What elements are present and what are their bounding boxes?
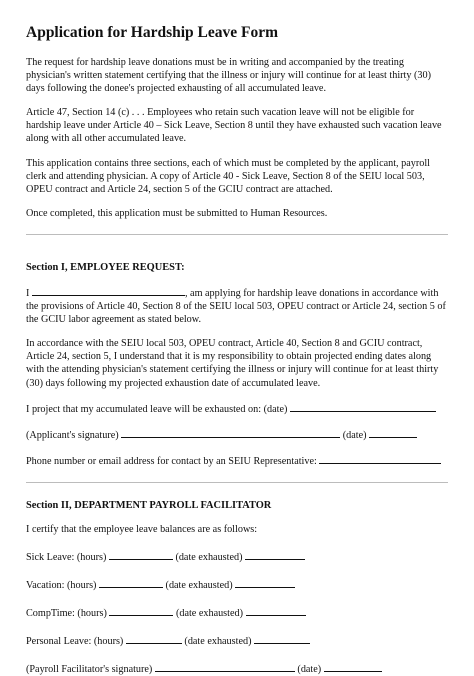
vacation-exhausted-label: (date exhausted) bbox=[165, 579, 233, 591]
payroll-date-field[interactable] bbox=[324, 661, 382, 672]
comptime-hours-field[interactable] bbox=[109, 605, 173, 616]
comptime-row bbox=[26, 605, 448, 620]
intro-paragraph-4: Once completed, this application must be submitted to Human Resources. bbox=[26, 207, 328, 219]
sick-leave-exhausted-label: (date exhausted) bbox=[175, 551, 243, 563]
personal-leave-label: Personal Leave: (hours) bbox=[26, 635, 124, 647]
payroll-signature-label: (Payroll Facilitator's signature) bbox=[26, 663, 153, 675]
request-text: , am applying for hardship leave donations in accordance with the provisions of Article 40, Section 8 of the SEIU local 503, OPEU contract or Article 24, section 5 of the GCIU labor agreement as stated below. bbox=[26, 287, 446, 326]
personal-leave-date-field[interactable] bbox=[254, 633, 310, 644]
section2-heading: Section II, DEPARTMENT PAYROLL FACILITATOR bbox=[26, 499, 272, 511]
personal-leave-hours-field[interactable] bbox=[126, 633, 182, 644]
vacation-hours-field[interactable] bbox=[99, 577, 163, 588]
contact-field[interactable] bbox=[319, 453, 441, 464]
payroll-signature-line bbox=[26, 661, 448, 676]
request-prefix: I bbox=[26, 287, 30, 299]
comptime-label: CompTime: (hours) bbox=[26, 607, 107, 619]
vacation-label: Vacation: (hours) bbox=[26, 579, 97, 591]
request-paragraph bbox=[26, 285, 448, 326]
accordance-paragraph: In accordance with the SEIU local 503, OPEU contract, Article 40, Section 8 and GCIU contract, Article 24, section 5, I understand that it is my responsibility to obtain projected ending dates along with the attending physician's statement certifying the illness or injury will continue for at least thirty (30) days following my projected exhaustion date of accumulated leave. bbox=[26, 338, 439, 389]
intro-paragraph-1: The request for hardship leave donations must be in writing and accompanied by the treating physician's written statement certifying that the illness or injury will continue for at least thirty (30) days following the donee's projected exhausting of all accumulated leave. bbox=[26, 57, 431, 95]
applicant-signature-line bbox=[26, 427, 448, 442]
payroll-date-label: (date) bbox=[297, 663, 322, 675]
payroll-signature-field[interactable] bbox=[155, 661, 295, 672]
vacation-row bbox=[26, 577, 448, 592]
certify-text: I certify that the employee leave balances are as follows: bbox=[26, 523, 258, 535]
project-date-line bbox=[26, 401, 448, 416]
comptime-exhausted-label: (date exhausted) bbox=[175, 607, 243, 619]
project-date-field[interactable] bbox=[290, 401, 436, 412]
intro-paragraph-2: Article 47, Section 14 (c) . . . Employees who retain such vacation leave will not be eligible for hardship leave under Article 40 – Sick Leave, Section 8 until they have exhausted such vacation leave along with all other accumulated leave. bbox=[26, 107, 442, 145]
vacation-date-field[interactable] bbox=[235, 577, 295, 588]
comptime-date-field[interactable] bbox=[246, 605, 306, 616]
project-date-label: I project that my accumulated leave will be exhausted on: (date) bbox=[26, 403, 288, 415]
applicant-signature-field[interactable] bbox=[121, 427, 340, 438]
personal-leave-exhausted-label: (date exhausted) bbox=[184, 635, 252, 647]
applicant-name-field[interactable] bbox=[32, 285, 185, 296]
section1-heading: Section I, EMPLOYEE REQUEST: bbox=[26, 261, 185, 273]
intro-paragraph-3: This application contains three sections, each of which must be completed by the applicant, payroll clerk and attending physician. A copy of Article 40 - Sick Leave, Section 8 of the SEIU local 503, OPEU contract and Article 24, section 5 of the GCIU contract are attached. bbox=[26, 157, 430, 195]
sick-leave-label: Sick Leave: (hours) bbox=[26, 551, 107, 563]
applicant-signature-label: (Applicant's signature) bbox=[26, 429, 119, 441]
personal-leave-row bbox=[26, 633, 448, 648]
sick-leave-hours-field[interactable] bbox=[109, 549, 173, 560]
form-title: Application for Hardship Leave Form bbox=[26, 24, 279, 41]
sick-leave-row bbox=[26, 549, 448, 564]
applicant-date-label: (date) bbox=[342, 429, 367, 441]
contact-line bbox=[26, 453, 448, 468]
section-divider-1 bbox=[26, 234, 448, 235]
sick-leave-date-field[interactable] bbox=[245, 549, 305, 560]
section-divider-2 bbox=[26, 482, 448, 483]
contact-label: Phone number or email address for contact by an SEIU Representative: bbox=[26, 455, 317, 467]
applicant-date-field[interactable] bbox=[369, 427, 417, 438]
